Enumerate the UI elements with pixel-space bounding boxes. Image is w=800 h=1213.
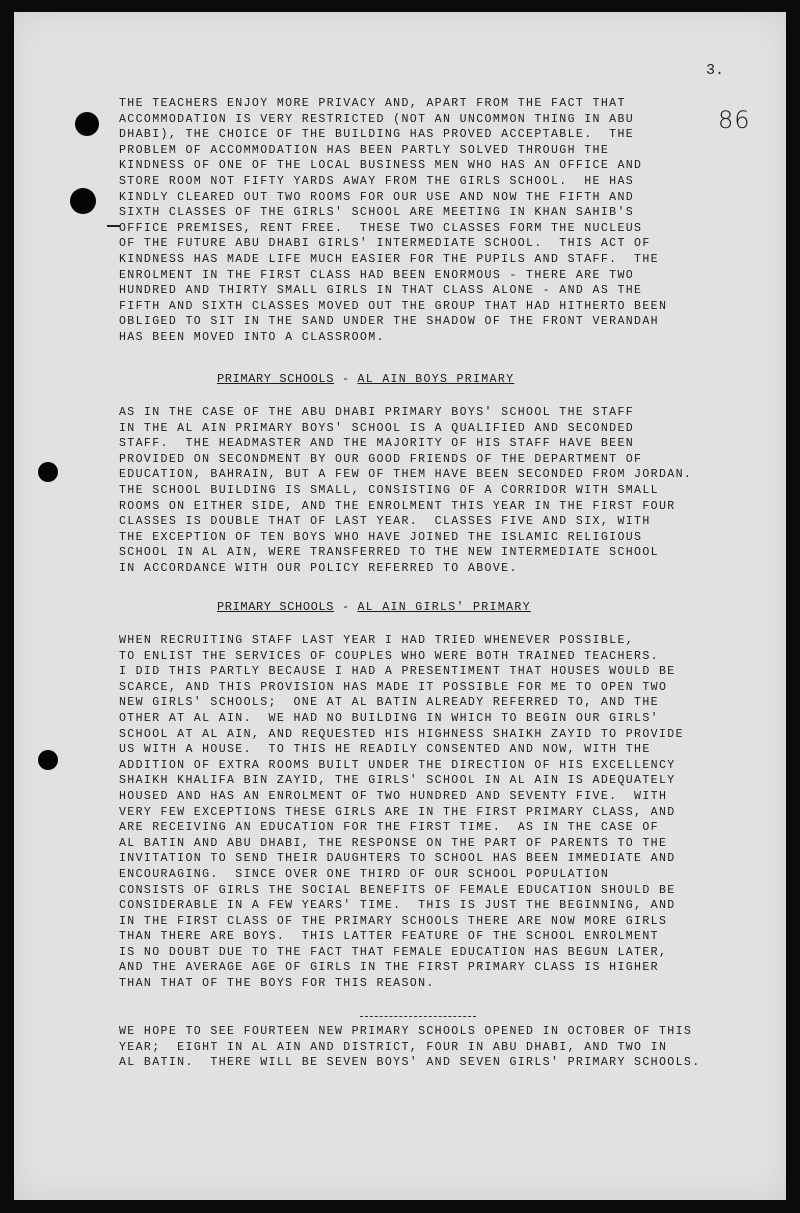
- punch-hole: [38, 750, 58, 770]
- folio-number: 86: [718, 106, 751, 134]
- heading-separator: -: [334, 372, 358, 386]
- punch-hole: [70, 188, 96, 214]
- heading-sub: AL AIN BOYS PRIMARY: [357, 373, 515, 386]
- heading-main: PRIMARY SCHOOLS: [217, 372, 335, 386]
- punch-hole: [38, 462, 58, 482]
- separator-text: [360, 1008, 432, 1019]
- heading-main: PRIMARY SCHOOLS: [217, 600, 335, 614]
- paragraph-boys-primary: AS IN THE CASE OF THE ABU DHABI PRIMARY BOYS' SCHOOL THE STAFF IN THE AL AIN PRIMARY BOYS' SCHOOL IS A QUALIFIED AND SECONDED STAFF. THE HEADMASTER AND THE MAJORITY OF HIS STAFF HAVE BEEN PROVIDED ON SECONDMENT BY OUR GOOD FRIENDS OF THE DEPARTMENT OF EDUCATION, BAHRAIN, BUT A FEW OF THEM HAVE BEEN SECONDED FROM JORDAN. THE SCHOOL BUILDING IS SMALL, CONSISTING OF A CORRIDOR WITH SMALL ROOMS ON EITHER SIDE, AND THE ENROLMENT THIS YEAR IN THE FIRST FOUR CLASSES IS DOUBLE THAT OF LAST YEAR. CLASSES FIVE AND SIX, WITH THE EXCEPTION OF TEN BOYS WHO HAVE JOINED THE ISLAMIC RELIGIOUS SCHOOL IN AL AIN, WERE TRANSFERRED TO THE NEW INTERMEDIATE SCHOOL IN ACCORDANCE WITH OUR POLICY REFERRED TO ABOVE.: [119, 406, 693, 575]
- page-number: 3.: [706, 62, 725, 79]
- paragraph-accommodation: THE TEACHERS ENJOY MORE PRIVACY AND, APART FROM THE FACT THAT ACCOMMODATION IS VERY RESTRICTED (NOT AN UNCOMMON THING IN ABU DHABI), THE CHOICE OF THE BUILDING HAS PROVED ACCEPTABLE. THE PROBLEM OF ACCOMMODATION HAS BEEN PARTLY SOLVED THROUGH THE KINDNESS OF ONE OF THE LOCAL BUSINESS MEN WHO HAS AN OFFICE AND STORE ROOM NOT FIFTY YARDS AWAY FROM THE GIRLS SCHOOL. HE HAS KINDLY CLEARED OUT TWO ROOMS FOR OUR USE AND NOW THE FIFTH AND SIXTH CLASSES OF THE GIRLS' SCHOOL ARE MEETING IN KHAN SAHIB'S OFFICE PREMISES, RENT FREE. THESE TWO CLASSES FORM THE NUCLEUS OF THE FUTURE ABU DHABI GIRLS' INTERMEDIATE SCHOOL. THIS ACT OF KINDNESS HAS MADE LIFE MUCH EASIER FOR THE PUPILS AND STAFF. THE ENROLMENT IN THE FIRST CLASS HAD BEEN ENORMOUS - THERE ARE TWO HUNDRED AND THIRTY SMALL GIRLS IN THAT CLASS ALONE - AND AS THE FIFTH AND SIXTH CLASSES MOVED OUT THE GROUP THAT HAD HITHERTO BEEN OBLIGED TO SIT IN THE SAND UNDER THE SHADOW OF THE FRONT VERANDAH HAS BEEN MOVED INTO A CLASSROOM.: [119, 97, 668, 344]
- paragraph-girls-primary: WHEN RECRUITING STAFF LAST YEAR I HAD TRIED WHENEVER POSSIBLE, TO ENLIST THE SERVICES OF COUPLES WHO WERE BOTH TRAINED TEACHERS. I DID THIS PARTLY BECAUSE I HAD A PRESENTIMENT THAT HOUSES WOULD BE SCARCE, AND THIS PROVISION HAS MADE IT POSSIBLE FOR ME TO OPEN TWO NEW GIRLS' SCHOOLS; ONE AT AL BATIN ALREADY REFERRED TO, AND THE OTHER AT AL AIN. WE HAD NO BUILDING IN WHICH TO BEGIN OUR GIRLS' SCHOOL AT AL AIN, AND REQUESTED HIS HIGHNESS SHAIKH ZAYID TO PROVIDE US WITH A HOUSE. TO THIS HE READILY CONSENTED AND NOW, WITH THE ADDITION OF EXTRA ROOMS BUILT UNDER THE DIRECTION OF HIS EXCELLENCY SHAIKH KHALIFA BIN ZAYID, THE GIRLS' SCHOOL IN AL AIN IS ADEQUATELY HOUSED AND HAS AN ENROLMENT OF TWO HUNDRED AND SEVENTY FIVE. WITH VERY FEW EXCEPTIONS THESE GIRLS ARE IN THE FIRST PRIMARY CLASS, AND ARE RECEIVING AN EDUCATION FOR THE FIRST TIME. AS IN THE CASE OF AL BATIN AND ABU DHABI, THE RESPONSE ON THE PART OF PARENTS TO THE INVITATION TO SEND THEIR DAUGHTERS TO SCHOOL HAS BEEN IMMEDIATE AND ENCOURAGING. SINCE OVER ONE THIRD OF OUR SCHOOL POPULATION CONSISTS OF GIRLS THE SOCIAL BENEFITS OF FEMALE EDUCATION SHOULD BE CONSIDERABLE IN A FEW YEARS' TIME. THIS IS JUST THE BEGINNING, AND IN THE FIRST CLASS OF THE PRIMARY SCHOOLS THERE ARE NOW MORE GIRLS THAN THERE ARE BOYS. THIS LATTER FEATURE OF THE SCHOOL ENROLMENT IS NO DOUBT DUE TO THE FACT THAT FEMALE EDUCATION HAS BEGUN LATER, AND THE AVERAGE AGE OF GIRLS IN THE FIRST PRIMARY CLASS IS HIGHER THAN THAT OF THE BOYS FOR THIS REASON.: [119, 634, 684, 991]
- section-heading-boys: [217, 372, 514, 386]
- heading-separator: -: [334, 600, 358, 614]
- paragraph-new-schools: WE HOPE TO SEE FOURTEEN NEW PRIMARY SCHOOLS OPENED IN OCTOBER OF THIS YEAR; EIGHT IN AL AIN AND DISTRICT, FOUR IN ABU DHABI, AND TWO IN AL BATIN. THERE WILL BE SEVEN BOYS' AND SEVEN GIRLS' PRIMARY SCHOOLS.: [119, 1025, 701, 1070]
- section-heading-girls: [217, 600, 531, 614]
- punch-hole: [75, 112, 99, 136]
- heading-sub: AL AIN GIRLS' PRIMARY: [357, 601, 531, 614]
